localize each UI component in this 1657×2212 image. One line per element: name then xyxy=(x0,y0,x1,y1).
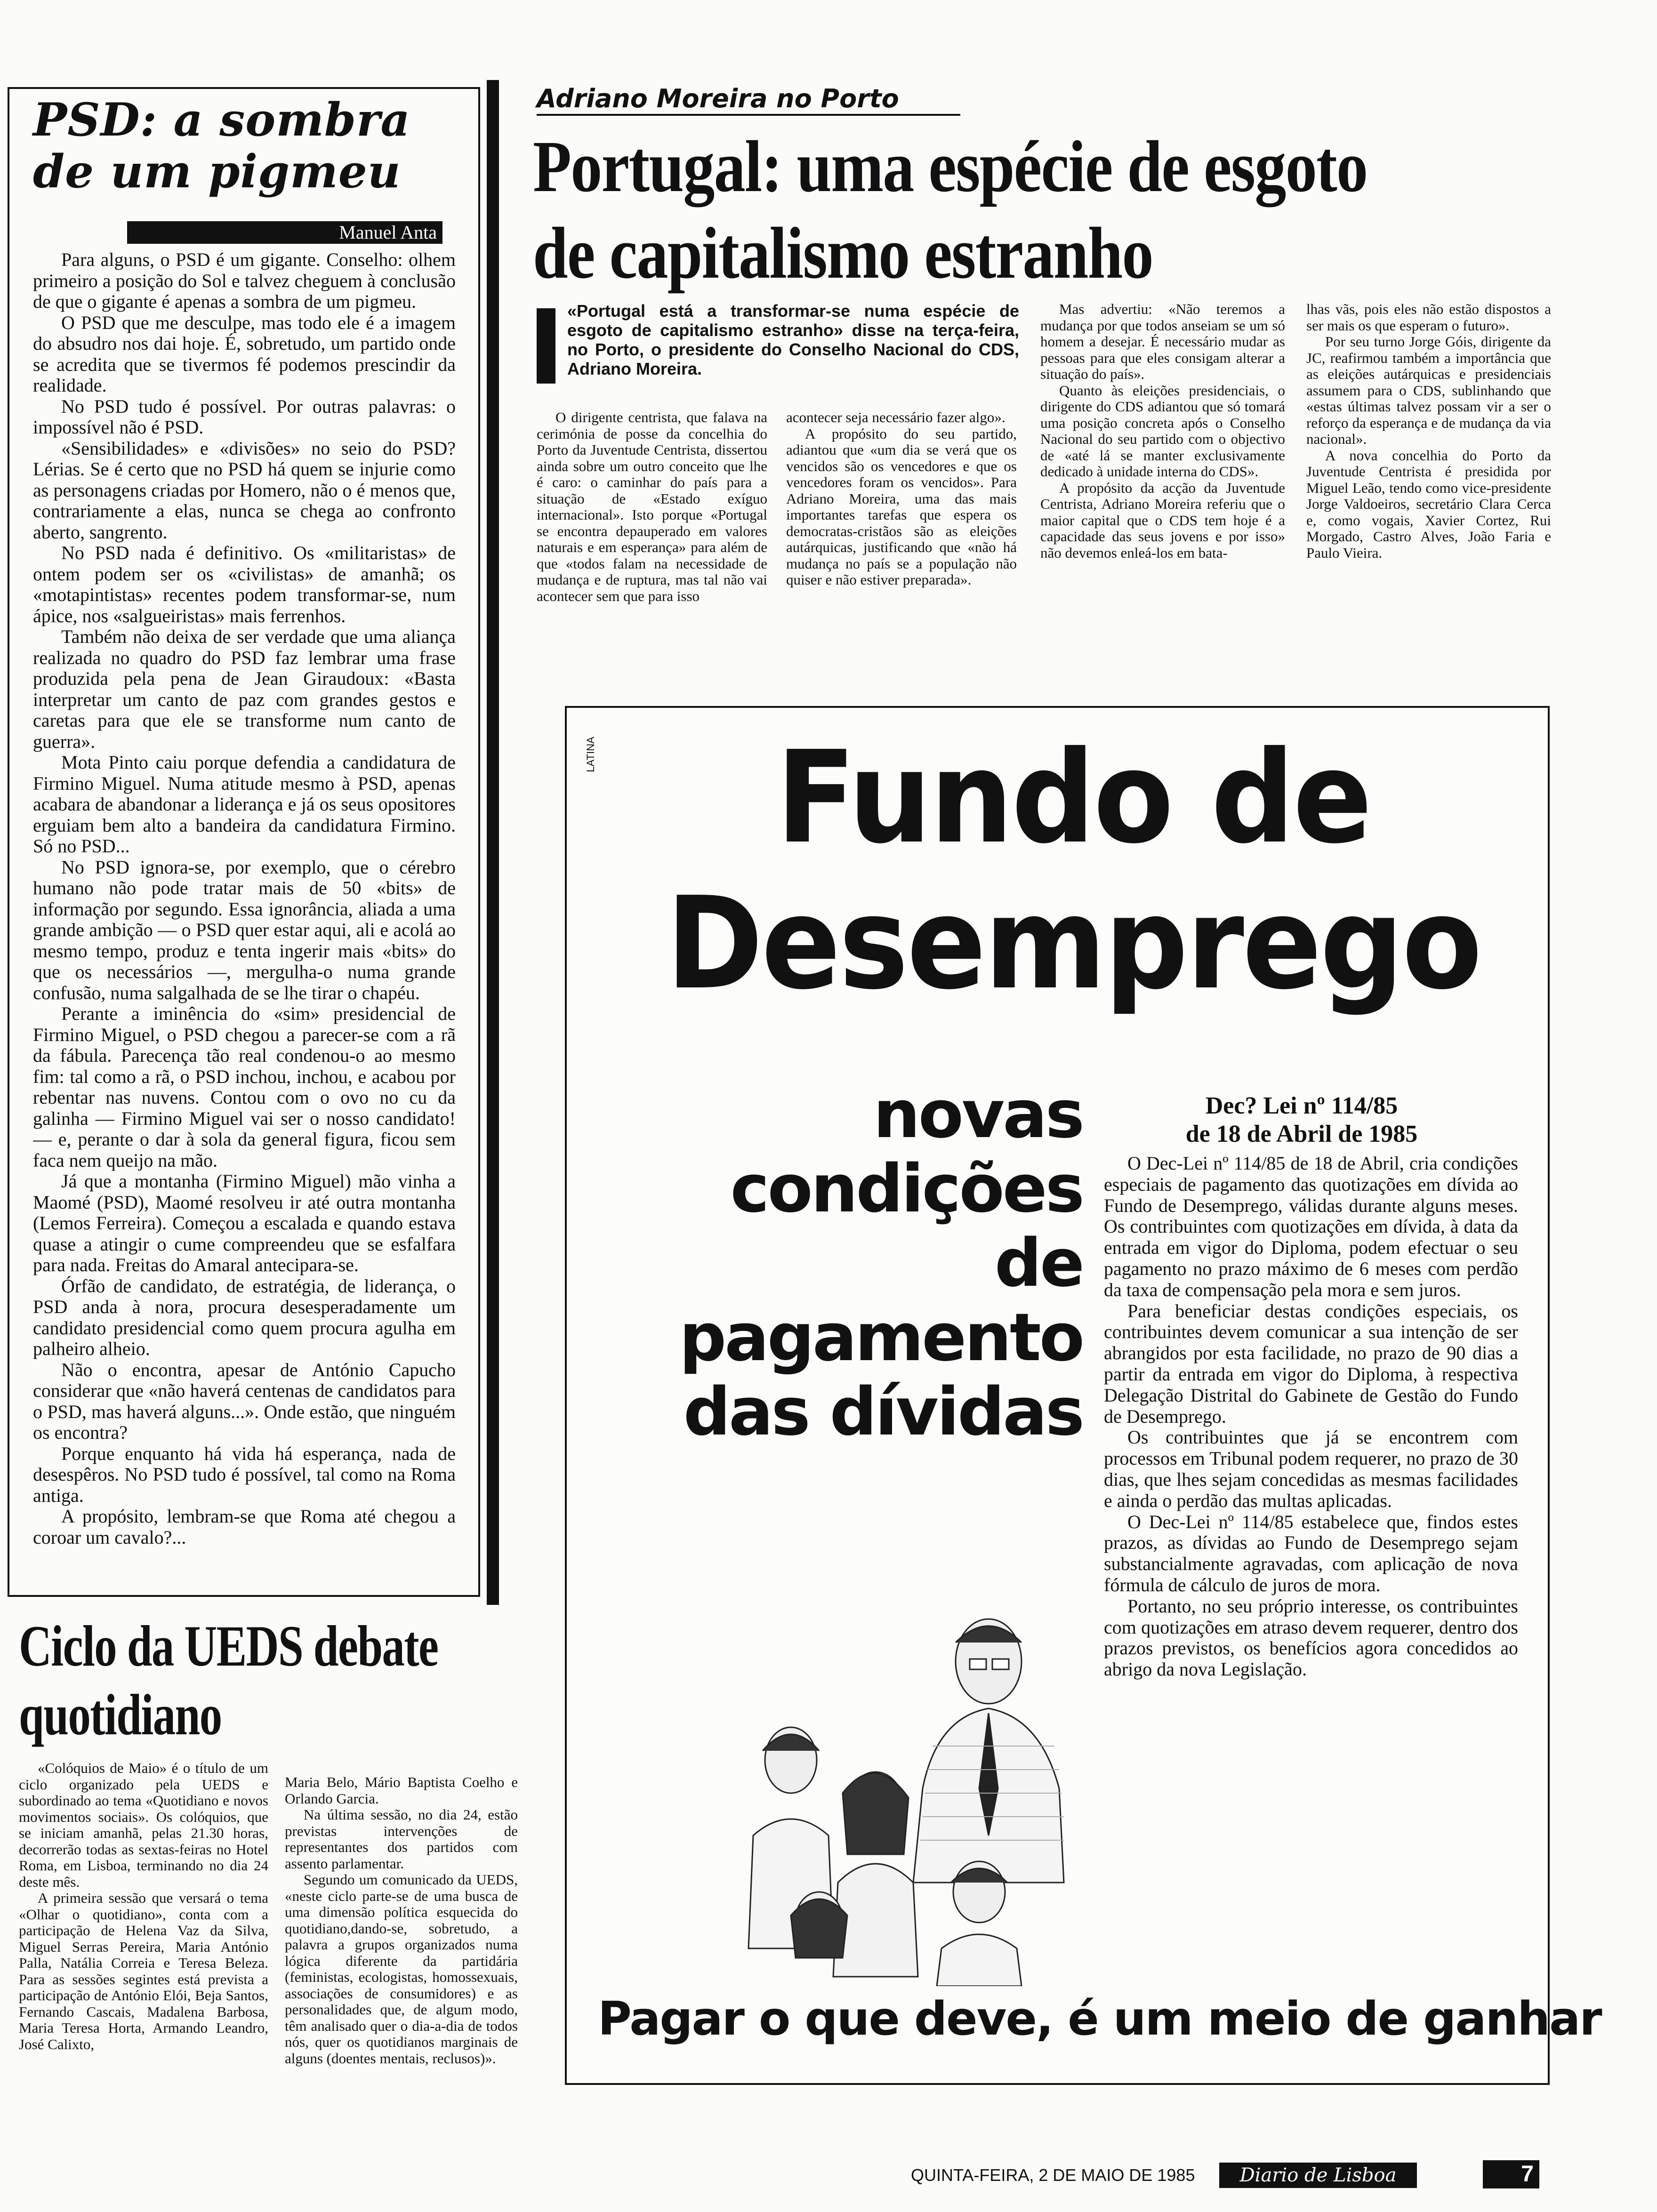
paragraph: Já que a montanha (Firmino Miguel) mão vinha a Maomé (PSD), Maomé resolveu ir até outra montanha (Lemos Ferreira). Começou a escalada e quando estava quase a atingir o cume compreendeu que se esfalfara para nada. Freitas do Amaral antecipara-se. xyxy=(33,1170,456,1275)
people-illustration xyxy=(734,1591,1102,1986)
paragraph: No PSD tudo é possível. Por outras palavras: o impossível não é PSD. xyxy=(33,395,456,438)
main-headline xyxy=(533,123,1464,297)
ad-title xyxy=(612,725,1535,1017)
bottom-article-col2: Maria Belo, Mário Baptista Coelho e Orlando Garcia. Na última sessão, no dia 24, estão previstas intervenções de representantes dos partidos com assento parlamentar. Segundo um comunicado da UEDS, «neste ciclo parte-se de uma busca de uma dimensão política esquecida do quotidiano,dando-se, sobretudo, a palavra a grupos organizados numa lógica diferente da partidária (feministas, ecologistas, homossexuais, associações de consumidores) e as personalidades que, de algum modo, têm analisado quer o dia-a-dia de todos nós, quer os quotidianos marginais de alguns (doentes mentais, reclusos)». xyxy=(285,1774,518,2067)
top-article-col2: acontecer seja necessário fazer algo». A propósito do seu partido, adiantou que «um dia se verá que os vencidos são os vencedores e que os vencedores foram os vencidos». Para Adriano Moreira, uma das mais importantes tarefas que espera os democratas-cristãos são as eleições autárquicas, justificando que «não há mudança no país se a população não quiser e não estiver preparada». xyxy=(786,409,1017,588)
kicker: Adriano Moreira no Porto xyxy=(537,84,960,116)
left-article-title: PSD: a sombra de um pigmeu xyxy=(33,93,410,198)
bottom-article-col1: «Colóquios de Maio» é o título de um ciclo organizado pela UEDS e subordinado ao tema «Quotidiano e novos movimentos sociais». Os colóquios, que se iniciam amanhã, pelas 21.30 horas, decorrerão todas as sextas-feiras no Hotel Roma, em Lisboa, terminando no dia 24 deste mês. A primeira sessão que versará o tema «Olhar o quotidiano», conta com a participação de Helena Vaz da Silva, Miguel Serras Pereira, Maria António Palla, Natália Correia e Teresa Beleza. Para as sessões segintes está prevista a participação de António Elói, Beja Santos, Fernando Cascais, Madalena Barbosa, Maria Teresa Horta, Armando Leandro, José Calixto, xyxy=(19,1760,268,2052)
top-article-col1: O dirigente centrista, que falava na cerimónia de posse da concelhia do Porto da Juventude Centrista, dissertou ainda sobre um outro conceito que lhe é caro: o caminhar do país para a situação de «Estado exíguo internacional». Isto porque «Portugal se encontra depauperado em valores naturais e em esperança» para além de que «todos falam na necessidade de mudança e de ruptura, mas tal não vai acontecer sem que para isso xyxy=(537,409,767,604)
paragraph: Perante a iminência do «sim» presidencial de Firmino Miguel, o PSD chegou a parecer-se com a rã da fábula. Parecença tão real condenou-o ao mesmo fim: tal como a rã, o PSD inchou, inchou, e acabou por rebentar nas nuvens. Contou com o ovo no cu da galinha — Firmino Miguel vai ser o nosso candidato! — e, perante o dar à sola da general figura, ficou sem faca nem queijo na mão. xyxy=(33,1003,456,1171)
paragraph: Mota Pinto caiu porque defendia a candidatura de Firmino Miguel. Numa atitude mesmo à PSD, apenas acabara de abandonar a liderança e já os seus opositores erguiam bem alto a bandeira da candidatura Firmino. Só no PSD... xyxy=(33,752,456,857)
paragraph: O PSD que me desculpe, mas todo ele é a imagem do absudro nos dai hoje. É, sobretudo, um partido onde se acredita que se tivermos fé podemos prescindir da realidade. xyxy=(33,312,456,396)
headline-line-2: de capitalismo estranho xyxy=(533,212,1153,294)
ad-body-text: O Dec-Lei nº 114/85 de 18 de Abril, cria condições especiais de pagamento das quotizações em dívida ao Fundo de Desemprego, válidas durante alguns meses. Os contribuintes com quotizações em dívida, à data da entrada em vigor do Diploma, podem efectuar o seu pagamento no prazo máximo de 6 meses com perdão da taxa de compensação pela mora e sem juros. Para beneficiar destas condições especiais, os contribuintes devem comunicar a sua intenção de ser abrangidos por esta facilidade, no prazo de 90 dias a partir da entrada em vigor do Diploma, à respectiva Delegação Distrital do Gabinete de Gestão do Fundo de Desemprego. Os contribuintes que já se encontrem com processos em Tribunal podem requerer, no prazo de 30 dias, que lhes sejam concedidas as mesmas facilidades e ainda o perdão das multas aplicadas. O Dec-Lei nº 114/85 estabelece que, findos estes prazos, as dívidas ao Fundo de Desemprego sejam substancialmente agravadas, com aplicação de nova fórmula de cálculo de juros de mora. Portanto, no seu próprio interesse, os contribuintes com quotizações em atraso devem requerer, dentro dos prazos previstos, os benefícios agora concedidos ao abrigo da nova Legislação. xyxy=(1104,1153,1518,1680)
paragraph: Porque enquanto há vida há esperança, nada de desespêros. No PSD tudo é possível, tal como na Roma antiga. xyxy=(33,1443,456,1506)
ad-decree-heading: Dec? Lei nº 114/85 de 18 de Abril de 1985 xyxy=(1185,1092,1418,1147)
left-article-body xyxy=(33,249,456,1581)
paragraph: A propósito, lembram-se que Roma até chegou a coroar um cavalo?... xyxy=(33,1506,456,1548)
dropcap xyxy=(537,308,555,384)
bottom-headline: Ciclo da UEDS debate quotidiano xyxy=(19,1614,438,1747)
lead-paragraph: «Portugal está a transformar-se numa espécie de esgoto de capitalismo estranho» disse na terça-feira, no Porto, o presidente do Conselho Nacional do CDS, Adriano Moreira. xyxy=(567,301,1019,378)
paragraph: Também não deixa de ser verdade que uma aliança realizada no quadro do PSD faz lembrar uma frase produzida pela pena de Jean Giraudoux: «Basta interpretar um canto de paz com grandes gestos e caretas para que ele se transforme num canto de guerra». xyxy=(33,626,456,752)
paragraph: No PSD nada é definitivo. Os «militaristas» de ontem podem ser os «civilistas» de amanhã; os «motapintistas» recentes podem transformar-se, num ápice, nos «salgueiristas» mais ferrenhos. xyxy=(33,542,456,626)
column-rule xyxy=(487,80,499,1605)
ad-side-label: LATINA xyxy=(585,737,596,772)
paragraph: Órfão de candidato, de estratégia, de liderança, o PSD anda à nora, procura desesperadamente um candidato presidencial como quem procura agulha em palheiro alheio. xyxy=(33,1275,456,1359)
top-article-col4: lhas vãs, pois eles não estão dispostos a ser mais os que esperam o futuro». Por seu turno Jorge Góis, dirigente da JC, reafirmou também a importância que as eleições autárquicas e presidenciais assumem para o CDS, sublinhando que «estas últimas talvez possam vir a ser o reforço da esperança e de mudança da via nacional». A nova concelhia do Porto da Juventude Centrista é presidida por Miguel Leão, tendo como vice-presidente Jorge Valdoeiros, secretário Clara Cerca e, como vogais, Xavier Cortez, Rui Morgado, Castro Alves, João Faria e Paulo Vieira. xyxy=(1306,301,1551,561)
ad-title-line-2: Desemprego xyxy=(666,869,1481,1018)
ad-subtitle: novas condições de pagamento das dívidas xyxy=(679,1076,1083,1451)
paragraph: «Sensibilidades» e «divisões» no seio do PSD? Lérias. Se é certo que no PSD há quem se injurie como as personagens criadas por Homero, não o é menos que, contrariamente a elas, nunca se chega ao confronto aberto, sangrento. xyxy=(33,437,456,543)
footer-masthead: Diario de Lisboa xyxy=(1219,2163,1417,2188)
footer-date: QUINTA-FEIRA, 2 DE MAIO DE 1985 xyxy=(911,2165,1195,2185)
paragraph: No PSD ignora-se, por exemplo, que o cérebro humano não pode tratar mais de 50 «bits» de informação por segundo. Essa ignorância, aliada a uma grande ambição — o PSD quer estar aqui, ali e acolá ao mesmo tempo, produz e tenta ingerir mais «bits» do que os necessários —, mergulha-o numa grande confusão, numa salgalhada de se lhe tirar o chapéu. xyxy=(33,856,456,1003)
headline-line-1: Portugal: uma espécie de esgoto xyxy=(533,126,1367,207)
ad-title-line-1: Fundo de xyxy=(776,723,1371,872)
top-article-col3: Mas advertiu: «Não teremos a mudança por que todos anseiam se um só homem a desejar. É necessário mudar as pessoas para que eles consigam alterar a situação do país». Quanto às eleições presidenciais, o dirigente do CDS adiantou que só tomará uma posição concreta após o Conselho Nacional do seu partido com o objectivo de «até lá se manter exclusivamente dedicado à unidade interna do CDS». A propósito da acção da Juventude Centrista, Adriano Moreira referiu que o maior capital que o CDS tem hoje é a capacidade das seus jovens e por isso» não devemos enleá-los em bata- xyxy=(1040,301,1285,561)
paragraph: Para alguns, o PSD é um gigante. Conselho: olhem primeiro a posição do Sol e talvez cheguem à conclusão de que o gigante é apenas a sombra de um pigmeu. xyxy=(33,249,456,312)
ad-slogan: Pagar o que deve, é um meio de ganhar xyxy=(598,1992,1601,2046)
paragraph: Não o encontra, apesar de António Capucho considerar que «não haverá centenas de candidatos para o PSD, mas haverá alguns...». Onde estão, que ninguém os encontra? xyxy=(33,1359,456,1443)
author-byline: Manuel Anta xyxy=(127,221,442,244)
page-number: 7 xyxy=(1483,2160,1539,2188)
